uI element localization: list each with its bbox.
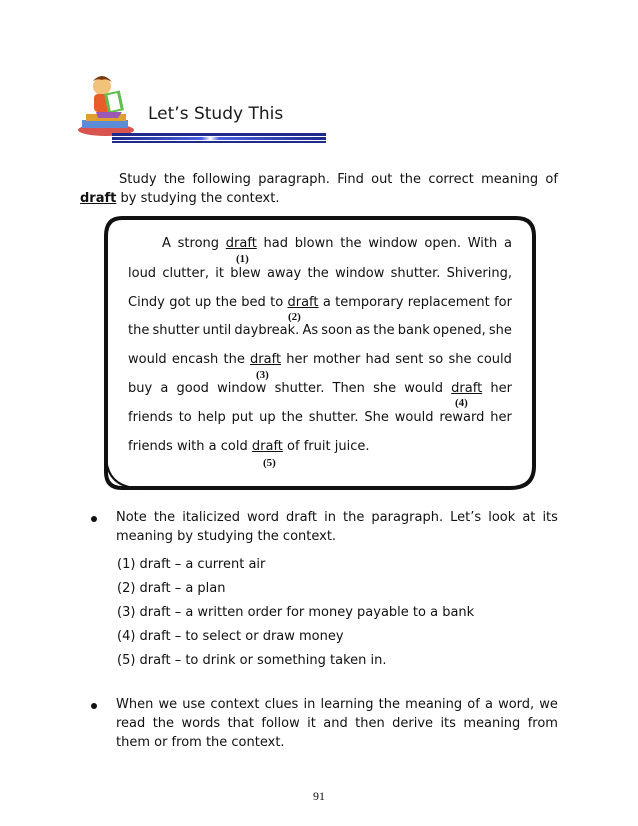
word-index-5: (5) bbox=[263, 457, 276, 469]
word: in bbox=[303, 697, 316, 712]
target-word: draft bbox=[287, 295, 319, 310]
word: the bbox=[342, 510, 365, 525]
word: blew bbox=[230, 266, 261, 281]
word: look bbox=[488, 510, 516, 525]
word: for bbox=[494, 295, 512, 310]
word: paragraph. bbox=[258, 172, 330, 187]
word: italicized bbox=[182, 510, 240, 525]
intro-rest: by studying the context. bbox=[116, 191, 280, 206]
word: of bbox=[287, 439, 300, 454]
word: mother bbox=[313, 352, 361, 367]
word-index-2: (2) bbox=[288, 311, 301, 323]
bullet-2-text bbox=[116, 695, 558, 752]
word: strong bbox=[177, 236, 220, 251]
word: it bbox=[307, 716, 316, 731]
bullet-2-line-3: them or from the context. bbox=[116, 735, 285, 750]
word: a bbox=[504, 236, 512, 251]
word: away bbox=[266, 266, 302, 281]
word: it bbox=[215, 266, 224, 281]
word: clutter, bbox=[162, 266, 209, 281]
definition-2: (2) draft – a plan bbox=[117, 581, 226, 596]
bullet-1-line-2: meaning by studying the context. bbox=[116, 529, 337, 544]
word: Find bbox=[337, 172, 364, 187]
word: shutter. bbox=[274, 381, 325, 396]
definition-5: (5) draft – to drink or something taken in. bbox=[117, 653, 387, 668]
word: draft bbox=[286, 510, 318, 525]
section-title: Let’s Study This bbox=[148, 104, 284, 124]
word: window bbox=[335, 266, 385, 281]
word: shutter bbox=[152, 323, 200, 338]
word: its bbox=[440, 716, 456, 731]
child-reading-book-icon bbox=[76, 72, 140, 138]
word: daybreak. bbox=[234, 323, 300, 338]
word: word bbox=[247, 510, 279, 525]
word: she bbox=[448, 352, 472, 367]
bullet-2-line-2 bbox=[116, 714, 558, 733]
word: shutter. bbox=[308, 410, 359, 425]
word: until bbox=[202, 323, 232, 338]
word: her bbox=[286, 352, 308, 367]
word: Let’s bbox=[450, 510, 482, 525]
word: that bbox=[227, 716, 254, 731]
word: shutter. bbox=[390, 266, 441, 281]
word: the bbox=[399, 172, 422, 187]
intro-line-2 bbox=[80, 189, 558, 208]
word: encash bbox=[171, 352, 219, 367]
word: reward bbox=[439, 410, 485, 425]
word: learning bbox=[320, 697, 374, 712]
word: clues bbox=[264, 697, 299, 712]
word: she bbox=[373, 381, 397, 396]
word: the bbox=[152, 716, 175, 731]
word: bank bbox=[397, 323, 430, 338]
word: correct bbox=[428, 172, 474, 187]
word: the bbox=[340, 236, 362, 251]
word: as bbox=[355, 323, 371, 338]
word: to bbox=[270, 295, 284, 310]
paragraph-line-6 bbox=[128, 381, 512, 396]
bullet-1-text bbox=[116, 508, 558, 546]
paragraph-line-2 bbox=[128, 266, 512, 281]
key-word: draft bbox=[80, 191, 117, 206]
word: her bbox=[490, 381, 512, 396]
word: Study bbox=[119, 172, 157, 187]
word: meaning bbox=[405, 697, 463, 712]
word: sent bbox=[395, 352, 424, 367]
word: with bbox=[176, 439, 205, 454]
word: a bbox=[322, 295, 331, 310]
word: out bbox=[371, 172, 393, 187]
word: When bbox=[116, 697, 154, 712]
word: up bbox=[194, 295, 212, 310]
word: words bbox=[181, 716, 221, 731]
word: paragraph. bbox=[371, 510, 444, 525]
word: had bbox=[263, 236, 289, 251]
word: fruit bbox=[303, 439, 331, 454]
word: soon bbox=[321, 323, 353, 338]
word: would bbox=[404, 381, 443, 396]
word: the bbox=[281, 410, 303, 425]
word: friends bbox=[128, 410, 173, 425]
word: would bbox=[128, 352, 167, 367]
bullet-dot bbox=[91, 703, 97, 709]
page-number: 91 bbox=[313, 789, 325, 803]
word: following bbox=[192, 172, 251, 187]
word: the bbox=[378, 697, 401, 712]
target-word: draft bbox=[451, 381, 483, 396]
paragraph-line-8 bbox=[128, 439, 512, 454]
word: the bbox=[163, 172, 186, 187]
word: juice. bbox=[334, 439, 370, 454]
word: A bbox=[162, 236, 171, 251]
word: friends bbox=[128, 439, 173, 454]
word: context bbox=[210, 697, 260, 712]
intro-line-1 bbox=[80, 170, 558, 189]
paragraph-line-7 bbox=[128, 410, 512, 425]
word: Shivering, bbox=[446, 266, 512, 281]
word: of bbox=[467, 697, 480, 712]
word: a bbox=[160, 381, 169, 396]
word: use bbox=[182, 697, 206, 712]
word: up bbox=[259, 410, 276, 425]
word-index-3: (3) bbox=[256, 369, 269, 381]
word: replacement bbox=[407, 295, 490, 310]
word: open. bbox=[424, 236, 461, 251]
word: so bbox=[428, 352, 444, 367]
word: the bbox=[373, 323, 395, 338]
word: opened, bbox=[432, 323, 486, 338]
word: got bbox=[169, 295, 191, 310]
word: As bbox=[302, 323, 319, 338]
word: she bbox=[488, 323, 512, 338]
word: window bbox=[217, 381, 267, 396]
target-word: draft bbox=[225, 236, 257, 251]
word: the bbox=[215, 295, 237, 310]
word: meaning bbox=[463, 716, 521, 731]
word: read bbox=[116, 716, 146, 731]
word: follow bbox=[261, 716, 300, 731]
word: in bbox=[324, 510, 336, 525]
definition-3: (3) draft – a written order for money payable to a bank bbox=[117, 605, 475, 620]
word: She bbox=[364, 410, 389, 425]
word: buy bbox=[128, 381, 153, 396]
word: the bbox=[128, 323, 150, 338]
word: her bbox=[490, 410, 512, 425]
word: a bbox=[484, 697, 493, 712]
word: and bbox=[323, 716, 348, 731]
paragraph-line-3 bbox=[128, 295, 512, 310]
title-underline-bar bbox=[112, 133, 326, 143]
word: blown bbox=[294, 236, 334, 251]
word: to bbox=[178, 410, 192, 425]
paragraph-line-1 bbox=[162, 236, 512, 251]
word: then bbox=[355, 716, 385, 731]
paragraph-line-5 bbox=[128, 352, 512, 367]
word: put bbox=[231, 410, 254, 425]
word: loud bbox=[128, 266, 157, 281]
word: the bbox=[153, 510, 176, 525]
word: Note bbox=[116, 510, 147, 525]
word: Cindy bbox=[128, 295, 165, 310]
word-index-1: (1) bbox=[236, 253, 249, 265]
word: With bbox=[467, 236, 498, 251]
word: had bbox=[365, 352, 391, 367]
word: meaning bbox=[481, 172, 539, 187]
word: its bbox=[542, 510, 558, 525]
word: we bbox=[539, 697, 558, 712]
paragraph-line-4 bbox=[128, 323, 512, 338]
bullet-1-line-1 bbox=[116, 508, 558, 527]
word: the bbox=[223, 352, 245, 367]
word: bed bbox=[241, 295, 266, 310]
definition-1: (1) draft – a current air bbox=[117, 557, 266, 572]
word: the bbox=[307, 266, 329, 281]
word: word, bbox=[498, 697, 535, 712]
intro-paragraph bbox=[80, 170, 558, 208]
word: Then bbox=[332, 381, 365, 396]
word: of bbox=[545, 172, 558, 187]
word: at bbox=[522, 510, 536, 525]
target-word: draft bbox=[250, 352, 282, 367]
word: derive bbox=[392, 716, 434, 731]
word: good bbox=[176, 381, 209, 396]
target-word: draft bbox=[251, 439, 283, 454]
word-index-4: (4) bbox=[455, 397, 468, 409]
word: help bbox=[197, 410, 226, 425]
word: temporary bbox=[335, 295, 404, 310]
word: cold bbox=[220, 439, 248, 454]
word: would bbox=[394, 410, 434, 425]
word: we bbox=[158, 697, 178, 712]
bullet-dot bbox=[91, 516, 97, 522]
word: window bbox=[368, 236, 418, 251]
definition-4: (4) draft – to select or draw money bbox=[117, 629, 344, 644]
word: from bbox=[527, 716, 558, 731]
word: could bbox=[476, 352, 512, 367]
bullet-2-line-1 bbox=[116, 695, 558, 714]
word: a bbox=[208, 439, 217, 454]
